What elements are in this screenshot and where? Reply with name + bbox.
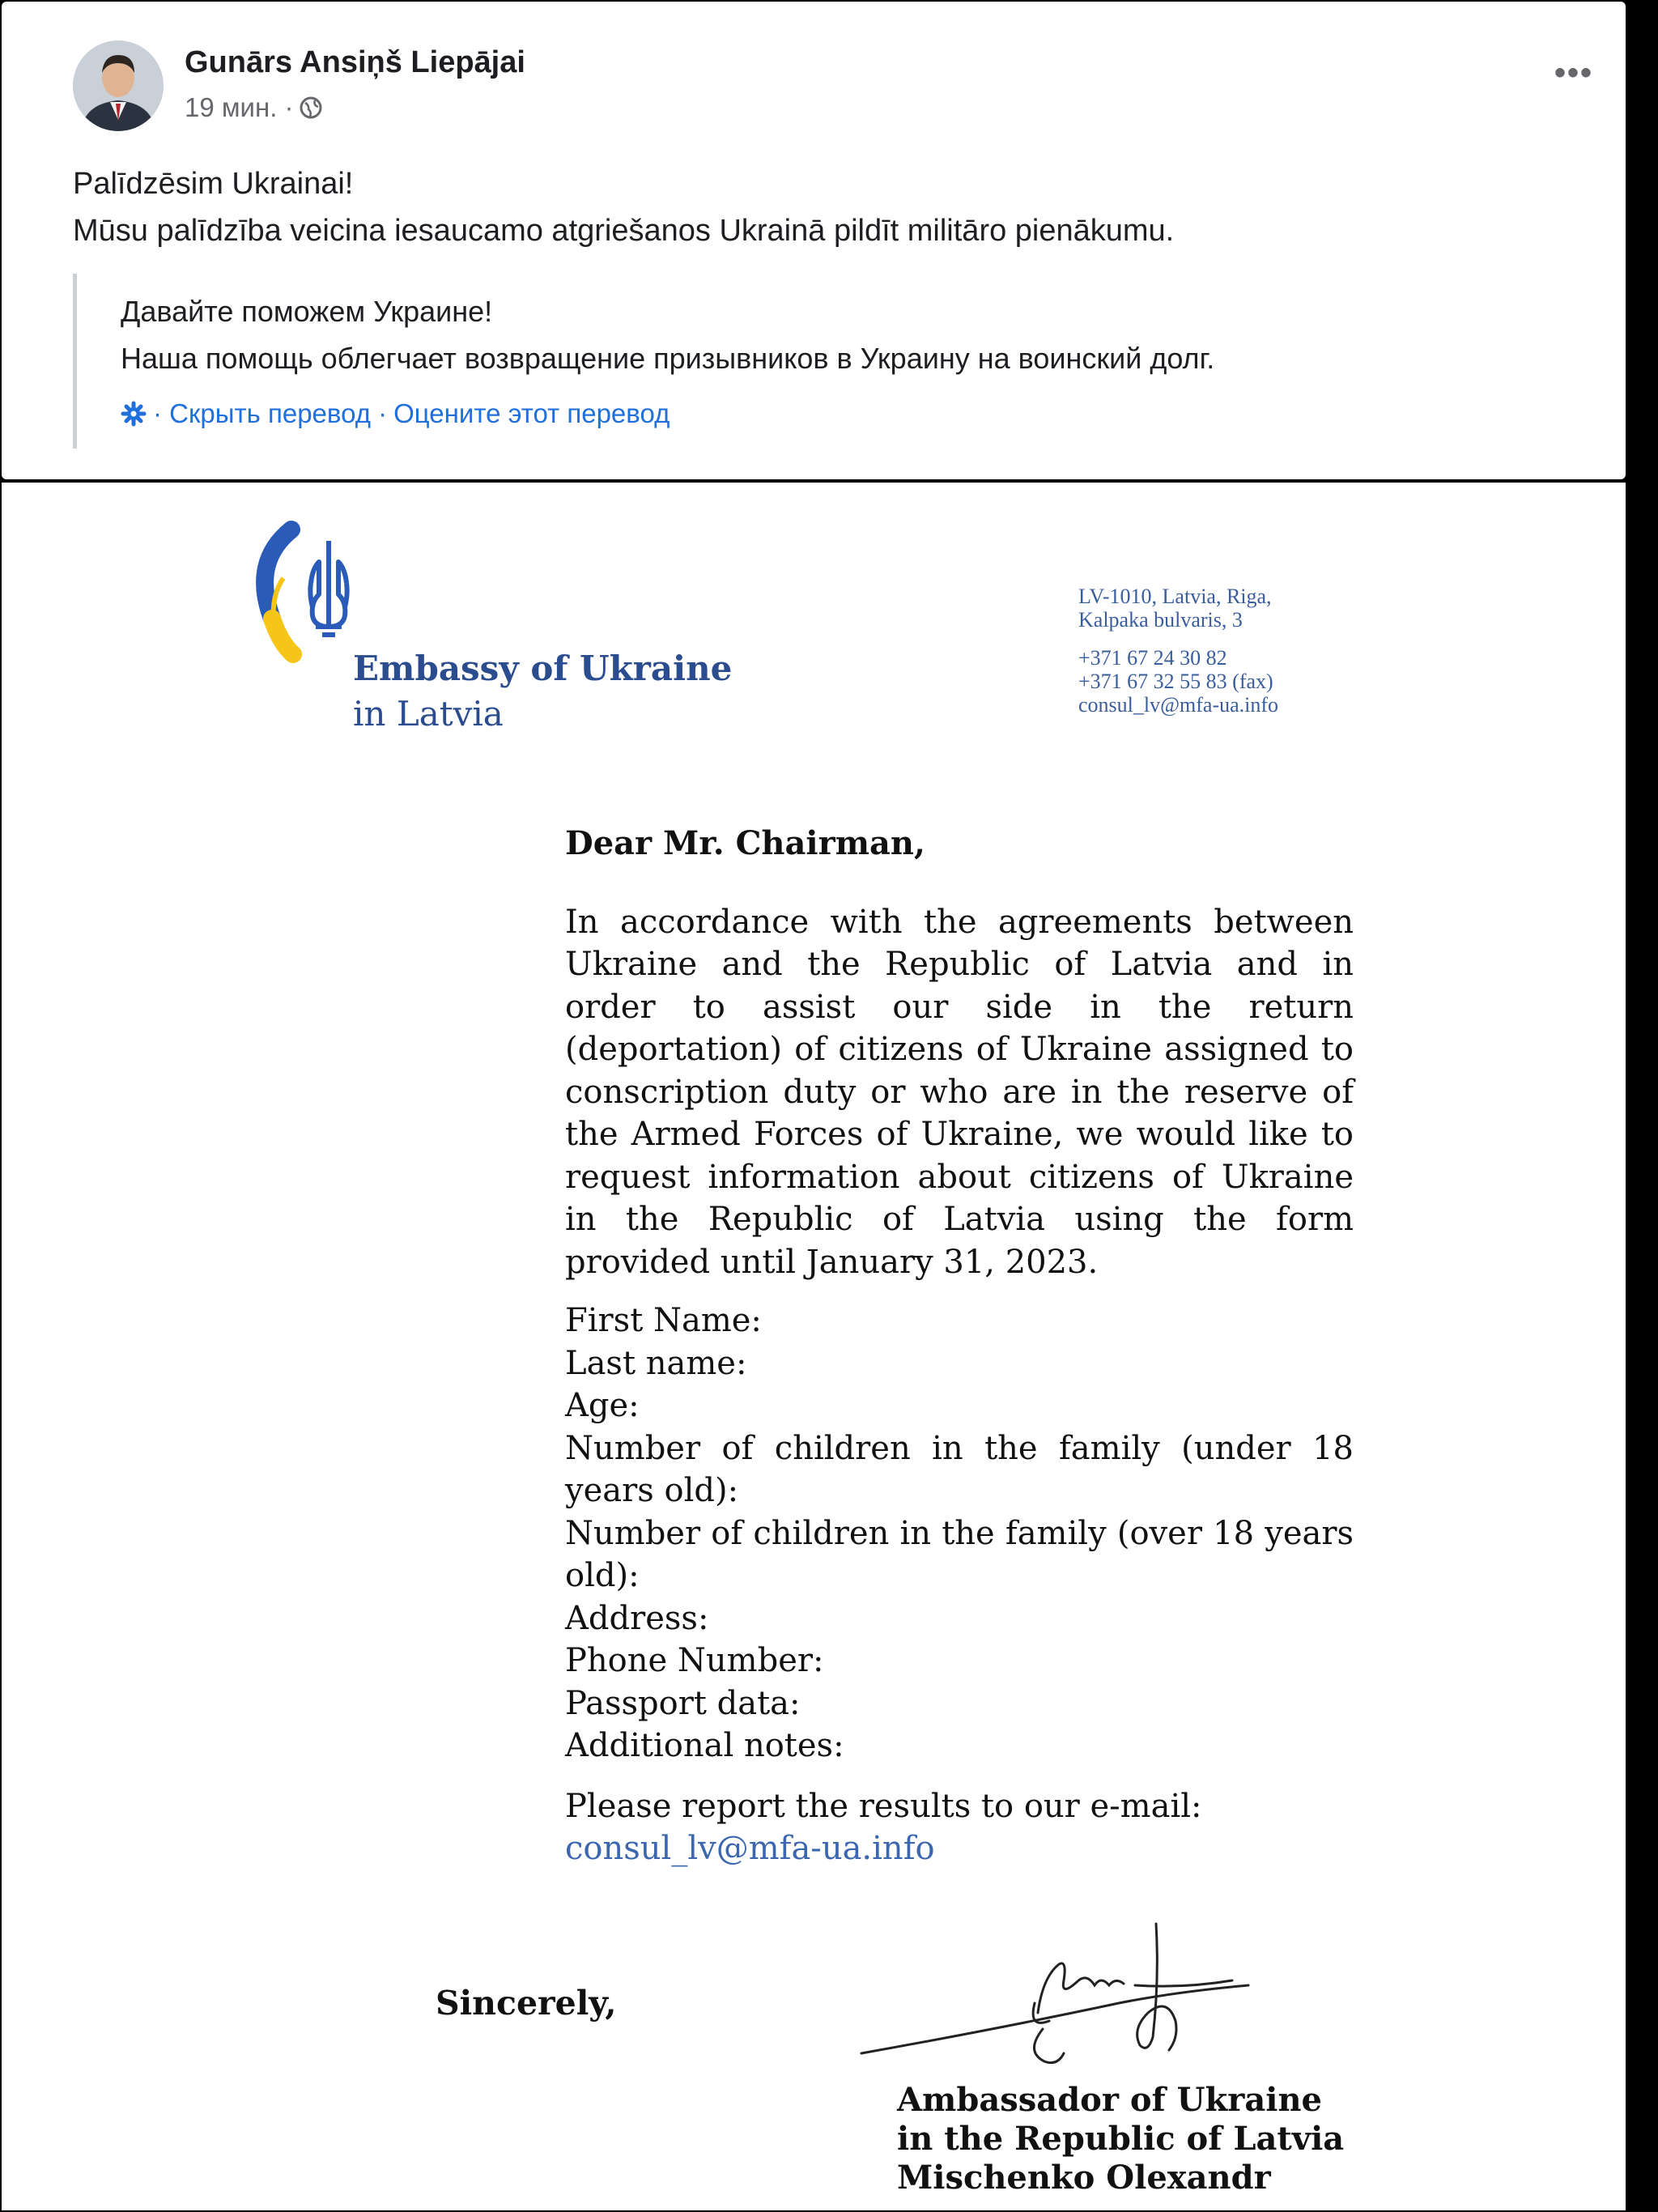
facebook-post	[2, 2, 1626, 479]
avatar-image	[73, 40, 164, 131]
rate-translation-link[interactable]: Оцените этот перевод	[393, 398, 670, 428]
form-field: Phone Number:	[565, 1642, 824, 1679]
hide-translation-link[interactable]: · Скрыть перевод ·	[153, 398, 388, 428]
post-line-1: Palīdzēsim Ukrainai!	[73, 167, 354, 201]
contact-email: consul_lv@mfa-ua.info	[1078, 693, 1279, 717]
signatory-line-1: Ambassador of Ukraine	[897, 2081, 1322, 2119]
letter-image	[2, 483, 1626, 2210]
post-line-2: Mūsu palīdzība veicina iesaucamo atgriešanos Ukrainā pildīt militāro pienākumu.	[73, 214, 1175, 248]
contact-phone: +371 67 24 30 82	[1078, 646, 1227, 670]
globe-icon	[299, 96, 323, 120]
embassy-name	[353, 646, 732, 737]
embassy-logo	[235, 505, 397, 667]
letter-body	[565, 823, 1354, 1870]
avatar[interactable]	[73, 40, 164, 131]
translation-block	[73, 274, 1534, 449]
contact-fax: +371 67 32 55 83 (fax)	[1078, 670, 1273, 693]
form-field: Passport data:	[565, 1684, 801, 1722]
post-author[interactable]: Gunārs Ansiņš Liepājai	[185, 45, 525, 79]
embassy-subtitle: in Latvia	[353, 694, 504, 734]
signatory	[897, 2081, 1344, 2197]
post-meta	[185, 92, 323, 123]
report-request: Please report the results to our e-mail:	[565, 1787, 1202, 1825]
contact-address-2: Kalpaka bulvaris, 3	[1078, 608, 1243, 632]
signature	[852, 1908, 1305, 2086]
translation-line-2: Наша помощь облегчает возвращение призывников в Украину на воинский долг.	[121, 342, 1215, 375]
form-field: First Name:	[565, 1302, 762, 1339]
form-field: Number of children in the family (over 18 years old):	[565, 1514, 1354, 1594]
report-email: consul_lv@mfa-ua.info	[565, 1830, 935, 1867]
form-field: Last name:	[565, 1344, 747, 1382]
embassy-contact	[1078, 585, 1278, 717]
signatory-line-2: in the Republic of Latvia	[897, 2120, 1345, 2158]
letter-closing: Sincerely,	[436, 1984, 617, 2023]
form-field: Number of children in the family (under 18 years old):	[565, 1429, 1354, 1509]
form-field: Additional notes:	[565, 1727, 844, 1764]
contact-address-1: LV-1010, Latvia, Riga,	[1078, 585, 1272, 608]
letter-salutation: Dear Mr. Chairman,	[565, 824, 925, 862]
gear-icon	[121, 401, 147, 427]
signatory-line-3: Mischenko Olexandr	[897, 2159, 1271, 2197]
post-text	[73, 160, 1530, 254]
letter-paragraph: In accordance with the agreements between Ukraine and the Republic of Latvia and in order to assist our side in the return (deportation) of citizens of Ukraine assigned to conscription duty or who are in the reserve of the Armed Forces of Ukraine, we would like to request information about citizens of Ukraine in the Republic of Latvia using the form provided until January 31, 2023.	[565, 903, 1354, 1281]
translation-line-1: Давайте поможем Украине!	[121, 295, 493, 328]
form-field: Address:	[565, 1599, 709, 1637]
embassy-title: Embassy of Ukraine	[353, 649, 733, 688]
more-options-icon[interactable]: •••	[1554, 55, 1593, 91]
form-field: Age:	[565, 1387, 640, 1424]
form-fields	[565, 1300, 1354, 1767]
post-time[interactable]: 19 мин. ·	[185, 92, 294, 122]
